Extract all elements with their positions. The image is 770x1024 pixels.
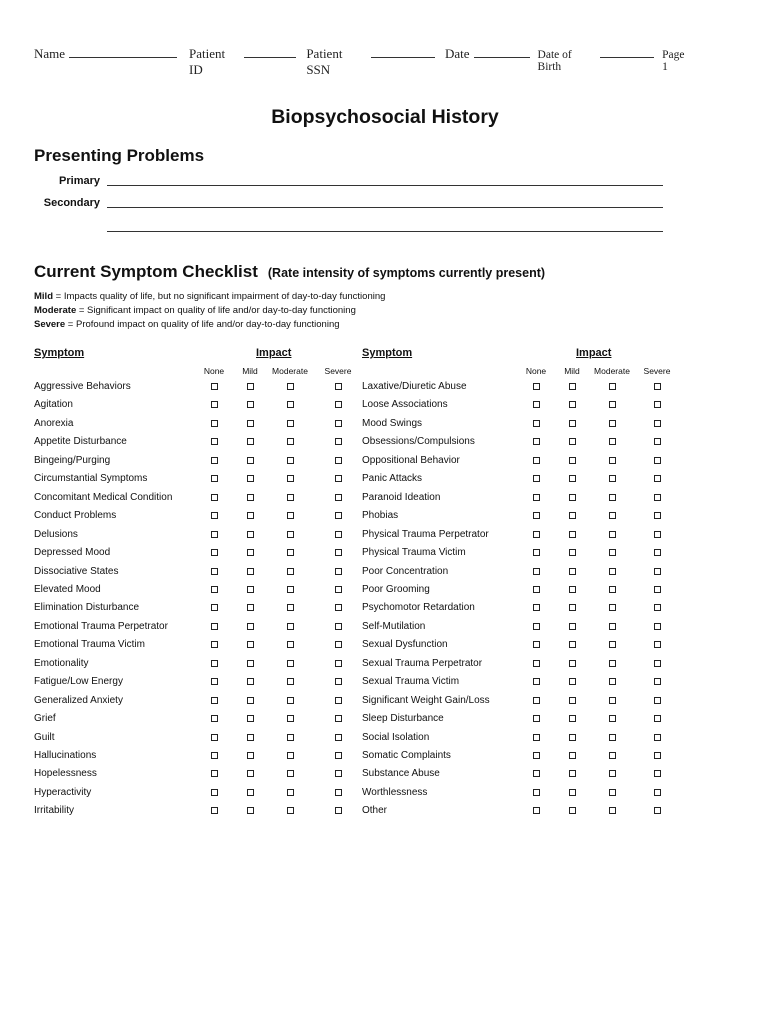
symptom-label: Somatic Complaints bbox=[362, 750, 451, 761]
impact-checkbox-moderate[interactable] bbox=[609, 641, 616, 648]
impact-checkbox-mild[interactable] bbox=[569, 457, 576, 464]
impact-checkbox-mild[interactable] bbox=[569, 789, 576, 796]
impact-checkbox-mild[interactable] bbox=[569, 641, 576, 648]
symptom-header-right: Symptom bbox=[362, 347, 413, 359]
impact-checkbox-mild[interactable] bbox=[247, 531, 254, 538]
symptom-label: Loose Associations bbox=[362, 399, 448, 411]
impact-checkbox-none[interactable] bbox=[211, 494, 218, 501]
checklist-heading bbox=[34, 262, 545, 282]
impact-checkbox-none[interactable] bbox=[211, 807, 218, 814]
symptom-label: Obsessions/Compulsions bbox=[362, 436, 475, 448]
symptom-label: Panic Attacks bbox=[362, 473, 423, 485]
impact-checkbox-severe[interactable] bbox=[654, 531, 661, 538]
dob-label: Date of Birth bbox=[537, 49, 572, 73]
impact-checkbox-moderate[interactable] bbox=[287, 678, 294, 685]
impact-checkbox-moderate[interactable] bbox=[287, 752, 294, 759]
symptom-label: Guilt bbox=[34, 731, 55, 743]
impact-checkbox-moderate[interactable] bbox=[287, 420, 294, 427]
symptom-label: Substance Abuse bbox=[362, 768, 440, 780]
symptom-label: Agitation bbox=[34, 399, 73, 411]
impact-checkbox-none[interactable] bbox=[211, 604, 218, 611]
impact-checkbox-severe[interactable] bbox=[335, 807, 342, 814]
impact-checkbox-severe[interactable] bbox=[335, 586, 342, 593]
secondary-line[interactable] bbox=[107, 207, 663, 208]
impact-checkbox-severe[interactable] bbox=[654, 549, 661, 556]
primary-line[interactable] bbox=[107, 185, 663, 186]
page-number: Page 1 bbox=[662, 49, 685, 73]
impact-checkbox-moderate[interactable] bbox=[609, 752, 616, 759]
impact-checkbox-moderate[interactable] bbox=[287, 697, 294, 704]
symptom-label: Elimination Disturbance bbox=[34, 602, 140, 614]
impact-checkbox-none[interactable] bbox=[533, 660, 540, 667]
impact-checkbox-severe[interactable] bbox=[335, 420, 342, 427]
legend-moderate: Moderate = Significant impact on quality of life and/or day-to-day functioning bbox=[34, 305, 356, 316]
impact-checkbox-mild[interactable] bbox=[247, 752, 254, 759]
impact-checkbox-none[interactable] bbox=[211, 770, 218, 777]
symptom-label: Oppositional Behavior bbox=[362, 454, 460, 466]
impact-checkbox-mild[interactable] bbox=[569, 438, 576, 445]
impact-checkbox-severe[interactable] bbox=[654, 715, 661, 722]
impact-checkbox-none[interactable] bbox=[211, 623, 218, 630]
date-label: Date bbox=[444, 46, 470, 61]
impact-checkbox-mild[interactable] bbox=[247, 457, 254, 464]
impact-checkbox-severe[interactable] bbox=[654, 568, 661, 575]
impact-checkbox-none[interactable] bbox=[533, 475, 540, 482]
impact-checkbox-mild[interactable] bbox=[569, 401, 576, 408]
impact-checkbox-none[interactable] bbox=[533, 623, 540, 630]
impact-checkbox-none[interactable] bbox=[533, 512, 540, 519]
impact-checkbox-moderate[interactable] bbox=[609, 586, 616, 593]
impact-checkbox-none[interactable] bbox=[533, 697, 540, 704]
impact-checkbox-severe[interactable] bbox=[654, 494, 661, 501]
impact-checkbox-moderate[interactable] bbox=[609, 420, 616, 427]
impact-level-left-mild: Mild bbox=[242, 366, 258, 376]
impact-checkbox-severe[interactable] bbox=[654, 734, 661, 741]
impact-level-right-none: None bbox=[525, 366, 547, 376]
impact-checkbox-severe[interactable] bbox=[335, 475, 342, 482]
impact-checkbox-none[interactable] bbox=[533, 734, 540, 741]
impact-checkbox-mild[interactable] bbox=[247, 494, 254, 501]
impact-checkbox-none[interactable] bbox=[211, 586, 218, 593]
impact-checkbox-mild[interactable] bbox=[247, 641, 254, 648]
impact-checkbox-severe[interactable] bbox=[335, 734, 342, 741]
symptom-header-left: Symptom bbox=[34, 347, 85, 359]
symptom-label: Concomitant Medical Condition bbox=[34, 491, 173, 503]
symptom-label: Paranoid Ideation bbox=[362, 491, 441, 503]
impact-checkbox-moderate[interactable] bbox=[287, 770, 294, 777]
impact-checkbox-moderate[interactable] bbox=[287, 807, 294, 814]
impact-checkbox-mild[interactable] bbox=[569, 494, 576, 501]
impact-checkbox-none[interactable] bbox=[211, 531, 218, 538]
impact-checkbox-none[interactable] bbox=[533, 383, 540, 390]
symptom-label: Appetite Disturbance bbox=[34, 436, 127, 448]
impact-checkbox-moderate[interactable] bbox=[609, 475, 616, 482]
symptom-label: Hyperactivity bbox=[34, 786, 92, 798]
impact-checkbox-none[interactable] bbox=[533, 604, 540, 611]
impact-checkbox-mild[interactable] bbox=[247, 420, 254, 427]
impact-checkbox-moderate[interactable] bbox=[287, 586, 294, 593]
impact-checkbox-severe[interactable] bbox=[335, 715, 342, 722]
impact-checkbox-severe[interactable] bbox=[654, 770, 661, 777]
impact-checkbox-moderate[interactable] bbox=[287, 475, 294, 482]
impact-checkbox-none[interactable] bbox=[533, 715, 540, 722]
impact-checkbox-none[interactable] bbox=[533, 420, 540, 427]
impact-level-left-none: None bbox=[203, 366, 225, 376]
impact-checkbox-none[interactable] bbox=[211, 401, 218, 408]
impact-checkbox-none[interactable] bbox=[211, 475, 218, 482]
symptom-label: Sleep Disturbance bbox=[362, 713, 444, 725]
impact-checkbox-moderate[interactable] bbox=[609, 660, 616, 667]
impact-checkbox-moderate[interactable] bbox=[287, 401, 294, 408]
impact-checkbox-moderate[interactable] bbox=[287, 715, 294, 722]
impact-checkbox-mild[interactable] bbox=[247, 697, 254, 704]
impact-checkbox-mild[interactable] bbox=[569, 734, 576, 741]
impact-checkbox-moderate[interactable] bbox=[287, 641, 294, 648]
impact-checkbox-severe[interactable] bbox=[654, 752, 661, 759]
impact-checkbox-severe[interactable] bbox=[654, 678, 661, 685]
symptom-label: Elevated Mood bbox=[34, 583, 101, 595]
patient-id-field[interactable] bbox=[189, 46, 296, 78]
impact-checkbox-mild[interactable] bbox=[247, 770, 254, 777]
impact-checkbox-moderate[interactable] bbox=[287, 789, 294, 796]
symptom-label: Emotional Trauma Victim bbox=[34, 639, 145, 651]
impact-checkbox-severe[interactable] bbox=[654, 512, 661, 519]
name-field[interactable] bbox=[34, 46, 177, 62]
impact-level-right-severe: Severe bbox=[643, 366, 671, 376]
impact-checkbox-severe[interactable] bbox=[335, 531, 342, 538]
impact-checkbox-mild[interactable] bbox=[569, 752, 576, 759]
impact-checkbox-none[interactable] bbox=[533, 789, 540, 796]
impact-checkbox-none[interactable] bbox=[211, 549, 218, 556]
impact-checkbox-moderate[interactable] bbox=[609, 512, 616, 519]
impact-checkbox-mild[interactable] bbox=[247, 568, 254, 575]
impact-checkbox-mild[interactable] bbox=[247, 604, 254, 611]
impact-checkbox-severe[interactable] bbox=[654, 586, 661, 593]
impact-checkbox-none[interactable] bbox=[211, 568, 218, 575]
impact-checkbox-none[interactable] bbox=[211, 438, 218, 445]
symptom-label: Physical Trauma Perpetrator bbox=[362, 528, 489, 540]
symptom-label: Hallucinations bbox=[34, 750, 97, 761]
impact-checkbox-none[interactable] bbox=[211, 678, 218, 685]
impact-checkbox-mild[interactable] bbox=[247, 678, 254, 685]
symptom-label: Sexual Trauma Victim bbox=[362, 676, 460, 688]
impact-checkbox-severe[interactable] bbox=[335, 660, 342, 667]
impact-checkbox-none[interactable] bbox=[211, 512, 218, 519]
symptom-label: Anorexia bbox=[34, 417, 74, 429]
impact-checkbox-severe[interactable] bbox=[335, 789, 342, 796]
impact-checkbox-mild[interactable] bbox=[247, 623, 254, 630]
symptom-label: Grief bbox=[34, 713, 56, 725]
impact-checkbox-none[interactable] bbox=[211, 457, 218, 464]
impact-checkbox-mild[interactable] bbox=[247, 734, 254, 741]
impact-checkbox-severe[interactable] bbox=[654, 383, 661, 390]
impact-checkbox-moderate[interactable] bbox=[287, 734, 294, 741]
impact-checkbox-severe[interactable] bbox=[654, 604, 661, 611]
date-field[interactable] bbox=[445, 46, 530, 62]
symptom-label: Irritability bbox=[34, 805, 75, 817]
impact-checkbox-mild[interactable] bbox=[247, 475, 254, 482]
impact-checkbox-severe[interactable] bbox=[654, 420, 661, 427]
impact-checkbox-none[interactable] bbox=[533, 586, 540, 593]
impact-level-right-moderate: Moderate bbox=[594, 366, 630, 376]
impact-checkbox-moderate[interactable] bbox=[609, 604, 616, 611]
primary-label: Primary bbox=[59, 175, 100, 187]
impact-checkbox-none[interactable] bbox=[533, 770, 540, 777]
impact-checkbox-moderate[interactable] bbox=[609, 715, 616, 722]
symptom-label: Bingeing/Purging bbox=[34, 454, 111, 466]
impact-checkbox-none[interactable] bbox=[533, 678, 540, 685]
impact-checkbox-moderate[interactable] bbox=[609, 678, 616, 685]
impact-checkbox-moderate[interactable] bbox=[287, 494, 294, 501]
symptom-label: Hopelessness bbox=[34, 768, 97, 780]
impact-checkbox-severe[interactable] bbox=[654, 623, 661, 630]
impact-checkbox-mild[interactable] bbox=[569, 475, 576, 482]
impact-checkbox-none[interactable] bbox=[533, 531, 540, 538]
impact-checkbox-none[interactable] bbox=[211, 420, 218, 427]
secondary-label: Secondary bbox=[43, 197, 100, 209]
impact-checkbox-severe[interactable] bbox=[335, 401, 342, 408]
impact-checkbox-severe[interactable] bbox=[335, 770, 342, 777]
impact-checkbox-none[interactable] bbox=[533, 494, 540, 501]
presenting-problems-heading: Presenting Problems bbox=[34, 146, 205, 165]
impact-checkbox-moderate[interactable] bbox=[287, 604, 294, 611]
patient-ssn-label: Patient SSN bbox=[306, 46, 343, 77]
symptom-label: Worthlessness bbox=[362, 786, 428, 798]
symptom-label: Generalized Anxiety bbox=[34, 694, 123, 706]
impact-checkbox-severe[interactable] bbox=[335, 457, 342, 464]
patient-id-label: Patient ID bbox=[189, 46, 226, 77]
impact-checkbox-none[interactable] bbox=[533, 549, 540, 556]
impact-checkbox-moderate[interactable] bbox=[609, 438, 616, 445]
legend-severe: Severe = Profound impact on quality of life and/or day-to-day functioning bbox=[34, 319, 340, 330]
impact-checkbox-severe[interactable] bbox=[654, 401, 661, 408]
impact-checkbox-moderate[interactable] bbox=[609, 623, 616, 630]
impact-checkbox-mild[interactable] bbox=[569, 420, 576, 427]
impact-checkbox-mild[interactable] bbox=[247, 715, 254, 722]
impact-checkbox-none[interactable] bbox=[533, 807, 540, 814]
checklist-subtitle: (Rate intensity of symptoms currently present) bbox=[267, 266, 546, 280]
impact-checkbox-moderate[interactable] bbox=[609, 531, 616, 538]
impact-checkbox-severe[interactable] bbox=[335, 512, 342, 519]
impact-checkbox-moderate[interactable] bbox=[287, 512, 294, 519]
impact-checkbox-mild[interactable] bbox=[569, 678, 576, 685]
impact-checkbox-moderate[interactable] bbox=[609, 770, 616, 777]
impact-checkbox-mild[interactable] bbox=[569, 568, 576, 575]
impact-checkbox-severe[interactable] bbox=[654, 641, 661, 648]
impact-checkbox-moderate[interactable] bbox=[609, 807, 616, 814]
page-title: Biopsychosocial History bbox=[271, 106, 499, 128]
impact-checkbox-mild[interactable] bbox=[247, 549, 254, 556]
symptom-label: Emotionality bbox=[34, 657, 89, 669]
symptom-label: Depressed Mood bbox=[34, 547, 111, 559]
dob-field[interactable] bbox=[538, 47, 655, 73]
impact-checkbox-mild[interactable] bbox=[569, 697, 576, 704]
symptom-label: Dissociative States bbox=[34, 565, 119, 577]
impact-checkbox-severe[interactable] bbox=[654, 660, 661, 667]
impact-checkbox-none[interactable] bbox=[533, 457, 540, 464]
impact-header-right: Impact bbox=[576, 347, 612, 359]
impact-checkbox-none[interactable] bbox=[211, 660, 218, 667]
impact-checkbox-severe[interactable] bbox=[335, 568, 342, 575]
name-label: Name bbox=[34, 46, 66, 61]
impact-checkbox-moderate[interactable] bbox=[609, 789, 616, 796]
impact-checkbox-none[interactable] bbox=[533, 568, 540, 575]
symptom-label: Laxative/Diuretic Abuse bbox=[362, 381, 467, 392]
impact-checkbox-mild[interactable] bbox=[247, 586, 254, 593]
impact-checkbox-severe[interactable] bbox=[335, 604, 342, 611]
impact-checkbox-severe[interactable] bbox=[654, 697, 661, 704]
impact-checkbox-mild[interactable] bbox=[247, 807, 254, 814]
impact-checkbox-moderate[interactable] bbox=[287, 549, 294, 556]
symptom-label: Emotional Trauma Perpetrator bbox=[34, 620, 168, 632]
symptom-label: Sexual Dysfunction bbox=[362, 639, 448, 651]
impact-checkbox-none[interactable] bbox=[533, 752, 540, 759]
impact-checkbox-mild[interactable] bbox=[569, 770, 576, 777]
impact-checkbox-severe[interactable] bbox=[335, 494, 342, 501]
impact-checkbox-moderate[interactable] bbox=[287, 568, 294, 575]
impact-checkbox-severe[interactable] bbox=[654, 457, 661, 464]
impact-checkbox-moderate[interactable] bbox=[287, 383, 294, 390]
impact-checkbox-mild[interactable] bbox=[247, 401, 254, 408]
impact-checkbox-none[interactable] bbox=[533, 641, 540, 648]
additional-line[interactable] bbox=[107, 231, 663, 232]
impact-checkbox-mild[interactable] bbox=[247, 438, 254, 445]
impact-checkbox-mild[interactable] bbox=[569, 586, 576, 593]
symptom-label: Phobias bbox=[362, 510, 399, 522]
impact-checkbox-mild[interactable] bbox=[569, 623, 576, 630]
symptom-label: Poor Concentration bbox=[362, 565, 449, 577]
impact-checkbox-moderate[interactable] bbox=[287, 660, 294, 667]
impact-checkbox-severe[interactable] bbox=[335, 752, 342, 759]
impact-checkbox-mild[interactable] bbox=[247, 512, 254, 519]
impact-checkbox-mild[interactable] bbox=[569, 807, 576, 814]
impact-header-left: Impact bbox=[256, 347, 292, 359]
impact-checkbox-moderate[interactable] bbox=[609, 401, 616, 408]
impact-checkbox-mild[interactable] bbox=[569, 512, 576, 519]
impact-level-left-severe: Severe bbox=[324, 366, 352, 376]
impact-checkbox-mild[interactable] bbox=[569, 531, 576, 538]
checklist-title: Current Symptom Checklist bbox=[34, 262, 258, 281]
impact-checkbox-mild[interactable] bbox=[247, 789, 254, 796]
symptom-label: Significant Weight Gain/Loss bbox=[362, 694, 490, 706]
impact-checkbox-mild[interactable] bbox=[569, 660, 576, 667]
impact-checkbox-moderate[interactable] bbox=[609, 383, 616, 390]
impact-checkbox-moderate[interactable] bbox=[609, 697, 616, 704]
impact-checkbox-moderate[interactable] bbox=[287, 531, 294, 538]
symptom-label: Sexual Trauma Perpetrator bbox=[362, 657, 483, 669]
symptom-label: Delusions bbox=[34, 528, 78, 540]
symptom-label: Fatigue/Low Energy bbox=[34, 676, 123, 688]
impact-checkbox-mild[interactable] bbox=[569, 549, 576, 556]
impact-checkbox-mild[interactable] bbox=[247, 660, 254, 667]
impact-checkbox-severe[interactable] bbox=[654, 807, 661, 814]
impact-checkbox-moderate[interactable] bbox=[609, 568, 616, 575]
impact-checkbox-none[interactable] bbox=[211, 697, 218, 704]
impact-checkbox-moderate[interactable] bbox=[609, 734, 616, 741]
impact-checkbox-moderate[interactable] bbox=[287, 457, 294, 464]
legend-mild: Mild = Impacts quality of life, but no significant impairment of day-to-day functioning bbox=[34, 291, 386, 302]
impact-checkbox-none[interactable] bbox=[211, 752, 218, 759]
symptom-label: Other bbox=[362, 805, 388, 817]
form-header bbox=[34, 46, 692, 78]
impact-checkbox-none[interactable] bbox=[533, 438, 540, 445]
symptom-label: Aggressive Behaviors bbox=[34, 381, 131, 392]
impact-checkbox-severe[interactable] bbox=[335, 697, 342, 704]
symptom-label: Psychomotor Retardation bbox=[362, 602, 475, 614]
impact-checkbox-none[interactable] bbox=[211, 715, 218, 722]
impact-checkbox-severe[interactable] bbox=[335, 549, 342, 556]
impact-checkbox-moderate[interactable] bbox=[609, 457, 616, 464]
impact-checkbox-moderate[interactable] bbox=[287, 438, 294, 445]
impact-checkbox-mild[interactable] bbox=[247, 383, 254, 390]
symptom-label: Physical Trauma Victim bbox=[362, 547, 466, 559]
impact-checkbox-severe[interactable] bbox=[335, 641, 342, 648]
impact-checkbox-severe[interactable] bbox=[335, 438, 342, 445]
impact-checkbox-severe[interactable] bbox=[335, 678, 342, 685]
patient-ssn-field[interactable] bbox=[306, 46, 435, 78]
impact-checkbox-moderate[interactable] bbox=[609, 494, 616, 501]
impact-checkbox-moderate[interactable] bbox=[287, 623, 294, 630]
impact-checkbox-severe[interactable] bbox=[654, 438, 661, 445]
symptom-label: Poor Grooming bbox=[362, 583, 430, 595]
impact-checkbox-none[interactable] bbox=[211, 641, 218, 648]
impact-checkbox-none[interactable] bbox=[533, 401, 540, 408]
impact-checkbox-severe[interactable] bbox=[654, 789, 661, 796]
impact-checkbox-severe[interactable] bbox=[335, 623, 342, 630]
symptom-label: Self-Mutilation bbox=[362, 620, 426, 632]
symptom-label: Social Isolation bbox=[362, 731, 430, 743]
impact-level-left-moderate: Moderate bbox=[272, 366, 308, 376]
impact-checkbox-severe[interactable] bbox=[654, 475, 661, 482]
impact-checkbox-mild[interactable] bbox=[569, 604, 576, 611]
impact-checkbox-none[interactable] bbox=[211, 789, 218, 796]
impact-checkbox-moderate[interactable] bbox=[609, 549, 616, 556]
symptom-label: Mood Swings bbox=[362, 417, 423, 429]
impact-checkbox-mild[interactable] bbox=[569, 383, 576, 390]
impact-checkbox-mild[interactable] bbox=[569, 715, 576, 722]
symptom-label: Conduct Problems bbox=[34, 510, 117, 522]
symptom-label: Circumstantial Symptoms bbox=[34, 473, 148, 485]
impact-checkbox-none[interactable] bbox=[211, 734, 218, 741]
impact-level-right-mild: Mild bbox=[564, 366, 580, 376]
impact-checkbox-none[interactable] bbox=[211, 383, 218, 390]
impact-checkbox-severe[interactable] bbox=[335, 383, 342, 390]
